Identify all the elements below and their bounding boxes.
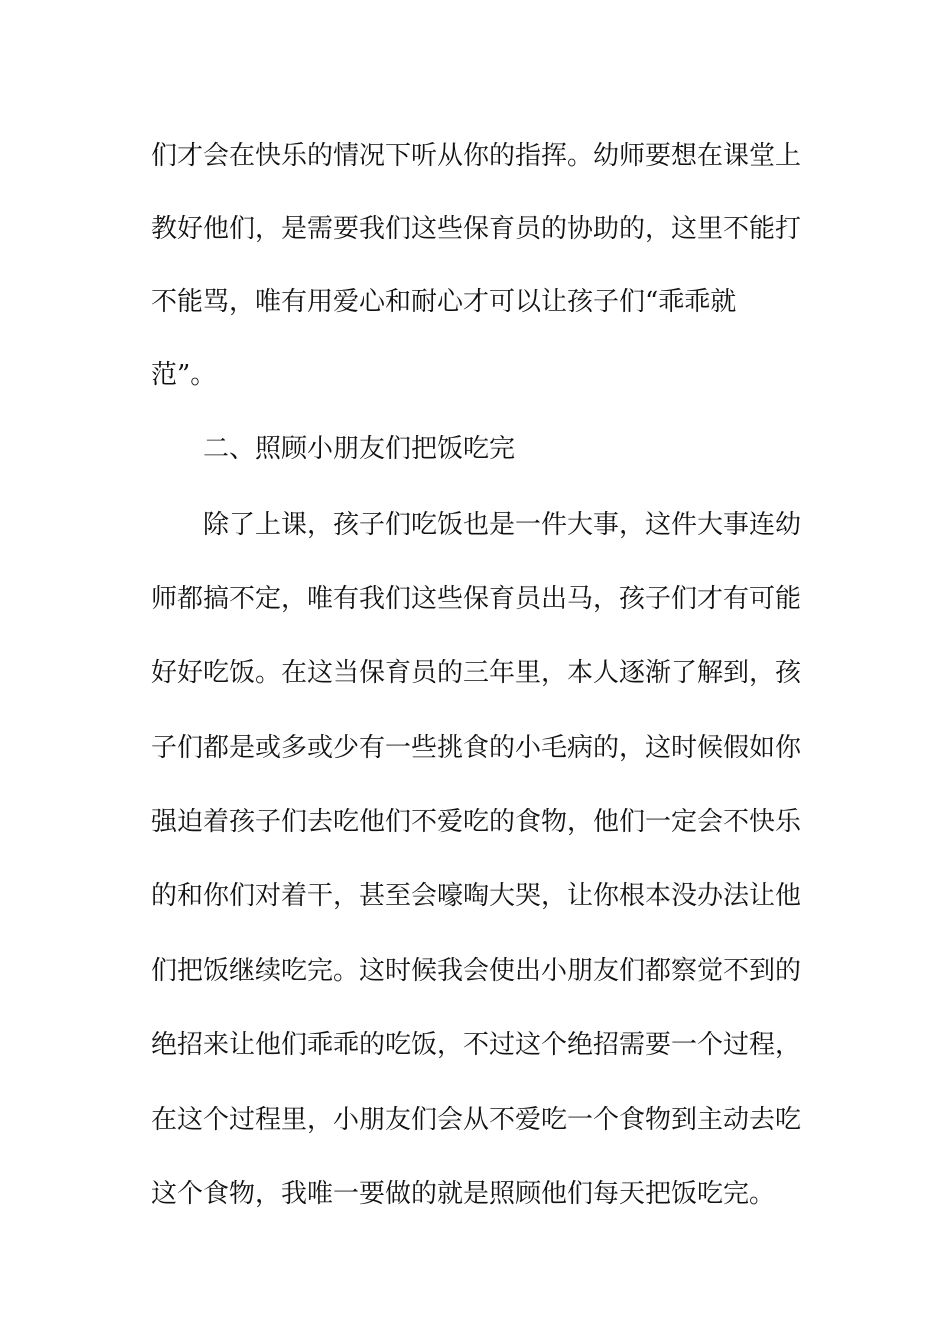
text-line: 子们都是或多或少有一些挑食的小毛病的，这时候假如你 — [151, 733, 802, 763]
text-line: 师都搞不定，唯有我们这些保育员出马，孩子们才有可能 — [151, 584, 802, 614]
text-line: 的和你们对着干，甚至会嚎啕大哭，让你根本没办法让他 — [151, 881, 802, 911]
text-line: 们才会在快乐的情况下听从你的指挥。幼师要想在课堂上 — [151, 141, 802, 171]
text-line: 强迫着孩子们去吃他们不爱吃的食物，他们一定会不快乐 — [151, 807, 802, 837]
text-line: 这个食物，我唯一要做的就是照顾他们每天把饭吃完。 — [151, 1179, 776, 1209]
text-line: 不能骂，唯有用爱心和耐心才可以让孩子们“乖乖就 — [151, 287, 737, 317]
text-line: 在这个过程里，小朋友们会从不爱吃一个食物到主动去吃 — [151, 1105, 802, 1135]
section-heading: 二、照顾小朋友们把饭吃完 — [203, 434, 516, 464]
text-line: 教好他们，是需要我们这些保育员的协助的，这里不能打 — [151, 214, 802, 244]
text-line: 们把饭继续吃完。这时候我会使出小朋友们都察觉不到的 — [151, 956, 802, 986]
text-line: 好好吃饭。在这当保育员的三年里，本人逐渐了解到，孩 — [151, 658, 802, 688]
text-line: 范”。 — [151, 360, 217, 390]
paragraph-first-line: 除了上课，孩子们吃饭也是一件大事，这件大事连幼 — [203, 510, 802, 540]
text-line: 绝招来让他们乖乖的吃饭，不过这个绝招需要一个过程， — [151, 1030, 802, 1060]
